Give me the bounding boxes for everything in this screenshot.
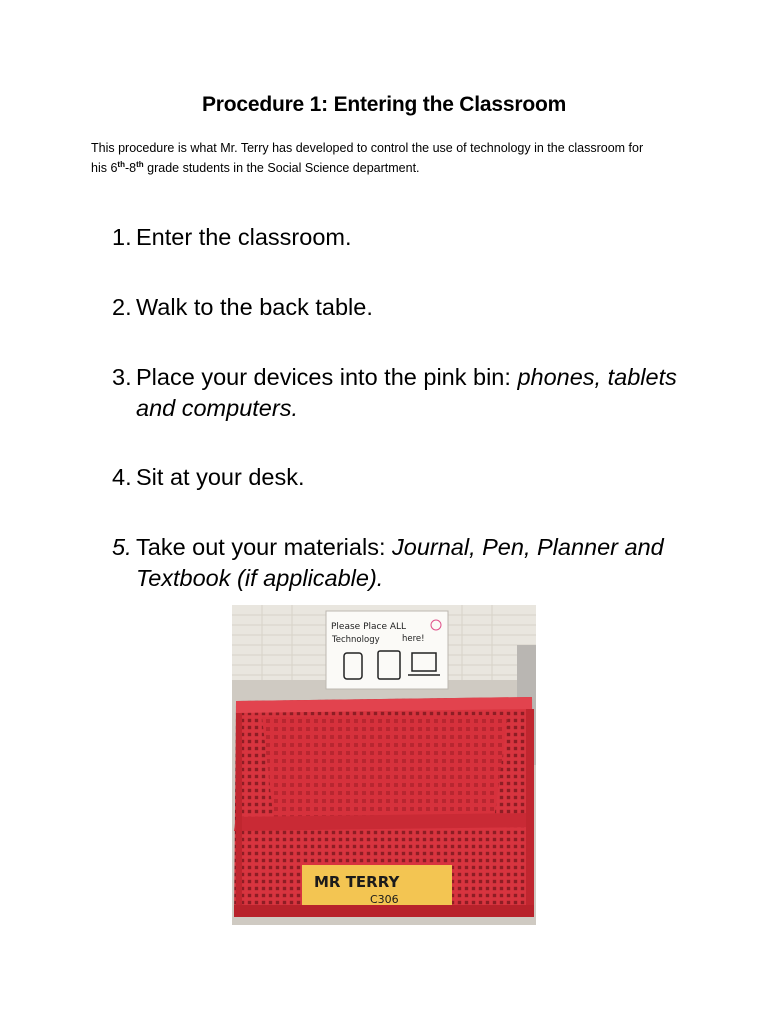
bin-label-text: C306 [370, 893, 399, 906]
superscript-ordinal: th [117, 160, 125, 169]
page-title: Procedure 1: Entering the Classroom [201, 93, 567, 116]
intro-paragraph [91, 138, 651, 178]
intro-text: This procedure is what Mr. Terry has developed to control the use of technology in the classroom for his 6 [91, 141, 644, 175]
step-text-emphasis: phones, tablets and computers. [136, 364, 677, 421]
step-text [136, 292, 702, 323]
technology-sign [326, 611, 448, 689]
step-text-plain: Sit at your desk. [136, 464, 305, 490]
step-number: 5. [112, 534, 132, 560]
step-item [112, 462, 702, 493]
step-text-plain: Enter the classroom. [136, 224, 352, 250]
intro-text: -8 [124, 161, 137, 175]
step-number: 2. [112, 294, 132, 320]
sign-text: Technology [332, 635, 380, 645]
step-item [112, 532, 702, 594]
step-number: 1. [112, 224, 132, 250]
step-text-plain: Place your devices into the pink bin: [136, 364, 518, 390]
step-text-plain: Walk to the back table. [136, 294, 373, 320]
pink-bin-photo [232, 605, 536, 925]
step-text [136, 362, 702, 424]
bin-label-text: MR TERRY [314, 873, 400, 891]
sign-text: Please Place ALL [331, 622, 407, 632]
step-item [112, 362, 702, 424]
step-text [136, 462, 702, 493]
step-text [136, 222, 702, 253]
step-item [112, 222, 702, 253]
pink-bin [234, 697, 534, 917]
intro-text: grade students in the Social Science department. [143, 161, 420, 175]
sign-text: here! [402, 634, 425, 644]
step-item [112, 292, 702, 323]
step-number: 4. [112, 464, 132, 490]
step-number: 3. [112, 364, 132, 390]
step-text-emphasis: Journal, Pen, Planner and Textbook (if applicable). [136, 534, 664, 591]
superscript-ordinal: th [136, 160, 144, 169]
step-text-plain: Take out your materials: [136, 534, 392, 560]
step-text [136, 532, 702, 594]
